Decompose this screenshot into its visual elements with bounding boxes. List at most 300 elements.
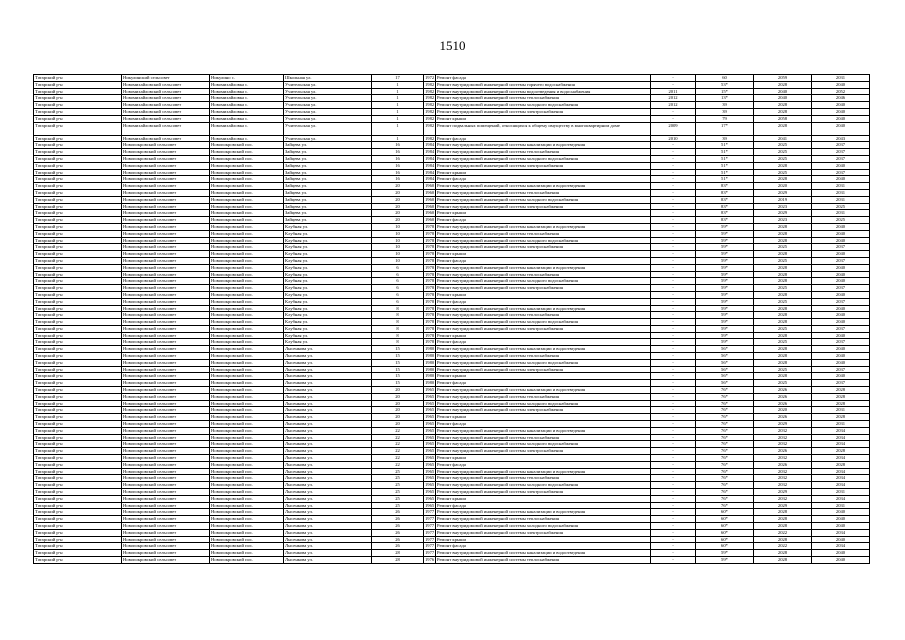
cell-last-repair-year: - bbox=[651, 325, 696, 332]
cell-district: Татарский р-н bbox=[34, 339, 122, 346]
cell-year-built: 1982 bbox=[425, 95, 435, 101]
cell-year-built: 1978 bbox=[425, 305, 435, 311]
cell-house-number: 6 bbox=[372, 271, 424, 278]
cell-last-repair-year: 2012 bbox=[651, 102, 696, 109]
cell-wear-percent: 59* bbox=[696, 285, 754, 292]
cell-settlement: Новопокровский сельсовет bbox=[122, 543, 210, 550]
cell-wear-percent: 59* bbox=[696, 223, 754, 230]
cell-district: Татарский р-н bbox=[34, 298, 122, 305]
table-row bbox=[34, 176, 870, 183]
cell-work-type: Ремонт крыши bbox=[436, 414, 651, 421]
cell-locality: Новопокровский пос. bbox=[210, 332, 284, 339]
cell-settlement: Новопокровский сельсовет bbox=[122, 448, 210, 455]
cell-year-built: 1982 bbox=[425, 135, 435, 141]
cell-settlement: Новомихайловский сельсовет bbox=[122, 135, 210, 142]
cell-house-number: 15 bbox=[372, 359, 424, 366]
cell-locality: Новомихайловка с. bbox=[210, 135, 284, 142]
cell-work-type: Ремонт подвальных помещений, относящихся к общему имуществу в многоквартирном доме bbox=[436, 122, 651, 135]
cell-last-repair-year: - bbox=[651, 285, 696, 292]
cell-year-built: 1978 bbox=[425, 244, 435, 250]
cell-plan-end: 2037 bbox=[812, 244, 870, 251]
cell-plan-end: 2037 bbox=[812, 285, 870, 292]
cell-work-type: Ремонт внутридомовой инженерной системы электроснабжения bbox=[436, 529, 651, 536]
cell-district: Татарский р-н bbox=[34, 264, 122, 271]
cell-plan-end: 2040 bbox=[812, 264, 870, 271]
cell-year-built: 1978 bbox=[425, 264, 435, 270]
table-row bbox=[34, 393, 870, 400]
cell-settlement: Новопокровский сельсовет bbox=[122, 468, 210, 475]
cell-plan-end: 2040 bbox=[812, 278, 870, 285]
cell-house-number: 20 bbox=[372, 203, 424, 210]
cell-locality: Новопокровский пос. bbox=[210, 257, 284, 264]
table-row bbox=[34, 509, 870, 516]
cell-year-built: 1978 bbox=[425, 332, 435, 338]
cell-last-repair-year: - bbox=[651, 176, 696, 183]
cell-wear-percent: 39 bbox=[696, 108, 754, 115]
cell-settlement: Новопокровский сельсовет bbox=[122, 475, 210, 482]
cell-district: Татарский р-н bbox=[34, 387, 122, 394]
cell-locality: Новопокровский пос. bbox=[210, 489, 284, 496]
cell-wear-percent: 76* bbox=[696, 414, 754, 421]
cell-work-type: Ремонт внутридомовой инженерной системы канализации и водоотведения bbox=[436, 305, 651, 312]
cell-district: Татарский р-н bbox=[34, 189, 122, 196]
cell-work-type: Ремонт фасада bbox=[436, 298, 651, 305]
cell-street: Лысенкова ул. bbox=[284, 516, 372, 523]
table-row bbox=[34, 339, 870, 346]
cell-district: Татарский р-н bbox=[34, 237, 122, 244]
cell-last-repair-year: - bbox=[651, 550, 696, 557]
cell-street: Зайцева ул. bbox=[284, 183, 372, 190]
cell-last-repair-year: - bbox=[651, 169, 696, 176]
cell-work-type: Ремонт внутридомовой инженерной системы теплоснабжения bbox=[436, 189, 651, 196]
cell-plan-start: 2028 bbox=[754, 536, 812, 543]
cell-wear-percent: 51* bbox=[696, 169, 754, 176]
table-row bbox=[34, 502, 870, 509]
cell-work-type: Ремонт крыши bbox=[436, 169, 651, 176]
cell-work-type: Ремонт внутридомовой инженерной системы холодного водоснабжения bbox=[436, 523, 651, 530]
cell-work-type: Ремонт внутридомовой инженерной системы теплоснабжения bbox=[436, 271, 651, 278]
cell-plan-start: 2028 bbox=[754, 319, 812, 326]
cell-wear-percent: 59* bbox=[696, 305, 754, 312]
table-row bbox=[34, 523, 870, 530]
cell-house-number: 16 bbox=[372, 149, 424, 156]
cell-house-number: 1 bbox=[372, 95, 424, 102]
cell-street: Лысенкова ул. bbox=[284, 393, 372, 400]
cell-house-number: 1 bbox=[372, 115, 424, 122]
cell-plan-end: 2040 bbox=[812, 291, 870, 298]
cell-district: Татарский р-н bbox=[34, 278, 122, 285]
cell-plan-end: 2040 bbox=[812, 305, 870, 312]
cell-house-number: 22 bbox=[372, 427, 424, 434]
table-row bbox=[34, 102, 870, 109]
cell-last-repair-year: - bbox=[651, 543, 696, 550]
cell-plan-start: 2026 bbox=[754, 461, 812, 468]
cell-district: Татарский р-н bbox=[34, 196, 122, 203]
cell-last-repair-year: - bbox=[651, 155, 696, 162]
cell-settlement: Новопокровский сельсовет bbox=[122, 217, 210, 224]
cell-settlement: Новопокровский сельсовет bbox=[122, 482, 210, 489]
table-row bbox=[34, 115, 870, 122]
cell-house-number: 16 bbox=[372, 169, 424, 176]
cell-street: Клубная ул. bbox=[284, 319, 372, 326]
cell-plan-start: 2028 bbox=[754, 122, 812, 135]
cell-street: Лысенкова ул. bbox=[284, 475, 372, 482]
cell-wear-percent: 51* bbox=[696, 176, 754, 183]
cell-plan-start: 2032 bbox=[754, 434, 812, 441]
cell-plan-end: 2040 bbox=[812, 122, 870, 135]
cell-year-built: 1960 bbox=[425, 210, 435, 216]
cell-work-type: Ремонт внутридомовой инженерной системы теплоснабжения bbox=[436, 230, 651, 237]
cell-plan-end: 2040 bbox=[812, 353, 870, 360]
cell-plan-start: 2040 bbox=[754, 95, 812, 102]
cell-wear-percent: 60* bbox=[696, 529, 754, 536]
cell-street: Зайцева ул. bbox=[284, 142, 372, 149]
cell-wear-percent: 76* bbox=[696, 489, 754, 496]
cell-locality: Новопокровский пос. bbox=[210, 373, 284, 380]
table-row bbox=[34, 468, 870, 475]
cell-plan-end: 2043 bbox=[812, 135, 870, 142]
cell-district: Татарский р-н bbox=[34, 482, 122, 489]
cell-plan-start: 2032 bbox=[754, 455, 812, 462]
cell-locality: Новопокровский пос. bbox=[210, 495, 284, 502]
cell-plan-end: 2031 bbox=[812, 196, 870, 203]
cell-wear-percent: 59* bbox=[696, 550, 754, 557]
cell-settlement: Новомихайловский сельсовет bbox=[122, 88, 210, 95]
cell-house-number: 15 bbox=[372, 380, 424, 387]
cell-district: Татарский р-н bbox=[34, 162, 122, 169]
cell-district: Татарский р-н bbox=[34, 291, 122, 298]
table-row bbox=[34, 529, 870, 536]
cell-district: Татарский р-н bbox=[34, 366, 122, 373]
cell-work-type: Ремонт фасада bbox=[436, 461, 651, 468]
cell-street: Лысенкова ул. bbox=[284, 366, 372, 373]
cell-district: Татарский р-н bbox=[34, 122, 122, 135]
cell-locality: Новопокровский пос. bbox=[210, 400, 284, 407]
cell-plan-end: 2040 bbox=[812, 176, 870, 183]
cell-wear-percent: 59* bbox=[696, 319, 754, 326]
table-row bbox=[34, 162, 870, 169]
cell-wear-percent: 59* bbox=[696, 291, 754, 298]
cell-district: Татарский р-н bbox=[34, 489, 122, 496]
cell-plan-start: 2029 bbox=[754, 421, 812, 428]
cell-plan-start: 2023 bbox=[754, 217, 812, 224]
table-row bbox=[34, 495, 870, 502]
cell-plan-end: 2031 bbox=[812, 189, 870, 196]
cell-plan-end: 2034 bbox=[812, 543, 870, 550]
cell-district: Татарский р-н bbox=[34, 244, 122, 251]
table-row bbox=[34, 278, 870, 285]
cell-street: Зайцева ул. bbox=[284, 149, 372, 156]
cell-year-built: 1978 bbox=[425, 251, 435, 257]
cell-year-built: 1977 bbox=[425, 543, 435, 549]
cell-locality: Новопокровский пос. bbox=[210, 142, 284, 149]
cell-locality: Новопокровский пос. bbox=[210, 529, 284, 536]
table-row bbox=[34, 88, 870, 95]
cell-house-number: 20 bbox=[372, 189, 424, 196]
cell-plan-end: 2034 bbox=[812, 441, 870, 448]
cell-year-built: 1965 bbox=[425, 407, 435, 413]
cell-last-repair-year: - bbox=[651, 407, 696, 414]
cell-district: Татарский р-н bbox=[34, 155, 122, 162]
cell-work-type: Ремонт внутридомовой инженерной системы электроснабжения bbox=[436, 325, 651, 332]
cell-district: Татарский р-н bbox=[34, 556, 122, 563]
cell-house-number: 25 bbox=[372, 482, 424, 489]
cell-settlement: Новопокровский сельсовет bbox=[122, 149, 210, 156]
cell-plan-start: 2025 bbox=[754, 257, 812, 264]
cell-house-number: 22 bbox=[372, 448, 424, 455]
cell-house-number: 8 bbox=[372, 305, 424, 312]
cell-house-number: 20 bbox=[372, 414, 424, 421]
table-row bbox=[34, 414, 870, 421]
table-row bbox=[34, 271, 870, 278]
cell-year-built: 1965 bbox=[425, 434, 435, 440]
cell-last-repair-year: - bbox=[651, 516, 696, 523]
cell-locality: Новопокровский пос. bbox=[210, 461, 284, 468]
cell-street: Лысенкова ул. bbox=[284, 461, 372, 468]
cell-house-number: 25 bbox=[372, 468, 424, 475]
cell-work-type: Ремонт внутридомовой инженерной системы горячего водоснабжения bbox=[436, 81, 651, 88]
cell-year-built: 1982 bbox=[424, 122, 436, 135]
table-row bbox=[34, 448, 870, 455]
cell-street: Клубная ул. bbox=[284, 325, 372, 332]
cell-house-number: 22 bbox=[372, 434, 424, 441]
cell-last-repair-year: 2009 bbox=[651, 122, 696, 135]
table-row bbox=[34, 461, 870, 468]
cell-plan-start: 2028 bbox=[754, 223, 812, 230]
cell-plan-start: 2029 bbox=[754, 502, 812, 509]
cell-work-type: Ремонт внутридомовой инженерной системы электроснабжения bbox=[436, 407, 651, 414]
table-row bbox=[34, 319, 870, 326]
table-row bbox=[34, 183, 870, 190]
cell-locality: Новопокровский пос. bbox=[210, 441, 284, 448]
cell-district: Татарский р-н bbox=[34, 380, 122, 387]
cell-street: Клубная ул. bbox=[284, 339, 372, 346]
cell-last-repair-year: - bbox=[651, 529, 696, 536]
cell-year-built: 1960 bbox=[425, 189, 435, 195]
table-row bbox=[34, 75, 870, 82]
cell-plan-end: 2034 bbox=[812, 434, 870, 441]
cell-last-repair-year: 2010 bbox=[651, 135, 696, 142]
cell-street: Лысенкова ул. bbox=[284, 373, 372, 380]
cell-settlement: Новопокровский сельсовет bbox=[122, 346, 210, 353]
cell-house-number: 16 bbox=[372, 176, 424, 183]
cell-plan-start: 2058 bbox=[754, 115, 812, 122]
cell-house-number: 10 bbox=[372, 251, 424, 258]
cell-last-repair-year: - bbox=[651, 332, 696, 339]
table-row bbox=[34, 400, 870, 407]
cell-work-type: Ремонт внутридомовой инженерной системы электроснабжения bbox=[436, 489, 651, 496]
cell-district: Татарский р-н bbox=[34, 475, 122, 482]
cell-work-type: Ремонт внутридомовой инженерной системы холодного водоснабжения bbox=[436, 319, 651, 326]
cell-last-repair-year: - bbox=[651, 461, 696, 468]
cell-plan-start: 2028 bbox=[754, 291, 812, 298]
cell-last-repair-year: - bbox=[651, 489, 696, 496]
table-row bbox=[34, 332, 870, 339]
cell-wear-percent: 76* bbox=[696, 475, 754, 482]
cell-plan-end: 2037 bbox=[812, 142, 870, 149]
cell-district: Татарский р-н bbox=[34, 509, 122, 516]
cell-street: Зайцева ул. bbox=[284, 176, 372, 183]
cell-plan-start: 2028 bbox=[754, 230, 812, 237]
cell-wear-percent: 59* bbox=[696, 244, 754, 251]
cell-last-repair-year: - bbox=[651, 359, 696, 366]
cell-district: Татарский р-н bbox=[34, 251, 122, 258]
cell-wear-percent: 59* bbox=[696, 271, 754, 278]
cell-plan-start: 2028 bbox=[754, 353, 812, 360]
cell-locality: Новопокровский пос. bbox=[210, 550, 284, 557]
cell-district: Татарский р-н bbox=[34, 169, 122, 176]
table-row bbox=[34, 237, 870, 244]
cell-wear-percent: 83* bbox=[696, 183, 754, 190]
cell-year-built: 1965 bbox=[425, 427, 435, 433]
cell-last-repair-year: - bbox=[651, 387, 696, 394]
cell-street: Лысенкова ул. bbox=[284, 468, 372, 475]
cell-wear-percent: 76* bbox=[696, 455, 754, 462]
table-row bbox=[34, 346, 870, 353]
cell-locality: Новопокровский пос. bbox=[210, 291, 284, 298]
cell-street: Зайцева ул. bbox=[284, 189, 372, 196]
cell-wear-percent: 60* bbox=[696, 523, 754, 530]
cell-plan-start: 2025 bbox=[754, 155, 812, 162]
cell-locality: Новопокровский пос. bbox=[210, 556, 284, 563]
cell-locality: Новопокровский пос. bbox=[210, 285, 284, 292]
cell-wear-percent: 83* bbox=[696, 196, 754, 203]
cell-locality: Новопокровский пос. bbox=[210, 312, 284, 319]
cell-last-repair-year: - bbox=[651, 251, 696, 258]
cell-district: Татарский р-н bbox=[34, 203, 122, 210]
cell-house-number: 16 bbox=[372, 162, 424, 169]
cell-work-type: Ремонт фасада bbox=[436, 543, 651, 550]
cell-plan-end: 2040 bbox=[812, 373, 870, 380]
cell-settlement: Новопокровский сельсовет bbox=[122, 162, 210, 169]
cell-street: Лысенкова ул. bbox=[284, 346, 372, 353]
cell-wear-percent: 59* bbox=[696, 230, 754, 237]
cell-last-repair-year: - bbox=[651, 400, 696, 407]
cell-plan-start: 2028 bbox=[754, 264, 812, 271]
cell-settlement: Новопокровский сельсовет bbox=[122, 169, 210, 176]
cell-locality: Новопокровский пос. bbox=[210, 353, 284, 360]
cell-last-repair-year: - bbox=[651, 441, 696, 448]
cell-wear-percent: 59* bbox=[696, 312, 754, 319]
cell-year-built: 1978 bbox=[425, 257, 435, 263]
cell-last-repair-year: - bbox=[651, 162, 696, 169]
cell-plan-start: 2028 bbox=[754, 108, 812, 115]
cell-last-repair-year: - bbox=[651, 448, 696, 455]
cell-plan-start: 2020 bbox=[754, 407, 812, 414]
cell-work-type: Ремонт внутридомовой инженерной системы электроснабжения bbox=[436, 203, 651, 210]
cell-locality: Новопокровский пос. bbox=[210, 244, 284, 251]
cell-plan-end: 2037 bbox=[812, 298, 870, 305]
cell-work-type: Ремонт внутридомовой инженерной системы холодного водоснабжения bbox=[436, 102, 651, 109]
cell-street: Зайцева ул. bbox=[284, 155, 372, 162]
table-row bbox=[34, 155, 870, 162]
cell-settlement: Новопокровский сельсовет bbox=[122, 516, 210, 523]
cell-plan-start: 2025 bbox=[754, 339, 812, 346]
cell-house-number: 8 bbox=[372, 319, 424, 326]
cell-street: Клубная ул. bbox=[284, 271, 372, 278]
cell-plan-end: 2025 bbox=[812, 203, 870, 210]
cell-street: Клубная ул. bbox=[284, 257, 372, 264]
cell-settlement: Новопокровский сельсовет bbox=[122, 291, 210, 298]
cell-district: Татарский р-н bbox=[34, 393, 122, 400]
table-row bbox=[34, 223, 870, 230]
cell-house-number: 25 bbox=[372, 495, 424, 502]
cell-street: Лысенкова ул. bbox=[284, 387, 372, 394]
cell-wear-percent: 51* bbox=[696, 142, 754, 149]
cell-wear-percent: 56* bbox=[696, 373, 754, 380]
cell-district: Татарский р-н bbox=[34, 346, 122, 353]
cell-street: Клубная ул. bbox=[284, 285, 372, 292]
cell-locality: Новопокровский пос. bbox=[210, 421, 284, 428]
cell-work-type: Ремонт фасада bbox=[436, 257, 651, 264]
cell-street: Клубная ул. bbox=[284, 237, 372, 244]
cell-locality: Новомихайловка с. bbox=[210, 81, 284, 88]
cell-plan-start: 2023 bbox=[754, 203, 812, 210]
cell-wear-percent: 59* bbox=[696, 298, 754, 305]
table-row bbox=[34, 366, 870, 373]
cell-house-number: 17 bbox=[372, 75, 424, 82]
cell-year-built: 1965 bbox=[425, 461, 435, 467]
cell-wear-percent: 60* bbox=[696, 516, 754, 523]
cell-plan-end: 2034 bbox=[812, 495, 870, 502]
cell-settlement: Новопокровский сельсовет bbox=[122, 400, 210, 407]
cell-plan-end: 2037 bbox=[812, 257, 870, 264]
cell-work-type: Ремонт фасада bbox=[436, 217, 651, 224]
cell-house-number: 10 bbox=[372, 257, 424, 264]
cell-year-built: 1965 bbox=[425, 387, 435, 393]
cell-locality: Новомихайловка с. bbox=[210, 88, 284, 95]
cell-wear-percent: 59* bbox=[696, 339, 754, 346]
cell-wear-percent: 59* bbox=[696, 251, 754, 258]
cell-wear-percent: 59* bbox=[696, 237, 754, 244]
cell-plan-start: 2025 bbox=[754, 325, 812, 332]
cell-locality: Новопокровский пос. bbox=[210, 366, 284, 373]
cell-wear-percent: 56* bbox=[696, 366, 754, 373]
cell-street: Клубная ул. bbox=[284, 312, 372, 319]
cell-year-built: 1984 bbox=[425, 162, 435, 168]
cell-house-number: 16 bbox=[372, 142, 424, 149]
cell-locality: Новопокровский пос. bbox=[210, 271, 284, 278]
cell-district: Татарский р-н bbox=[34, 421, 122, 428]
cell-year-built: 1965 bbox=[425, 455, 435, 461]
cell-settlement: Новомихайловский сельсовет bbox=[122, 115, 210, 122]
cell-house-number: 22 bbox=[372, 461, 424, 468]
cell-locality: Новопокровский пос. bbox=[210, 468, 284, 475]
table-row bbox=[34, 359, 870, 366]
cell-settlement: Новопокровский сельсовет bbox=[122, 489, 210, 496]
cell-wear-percent: 76* bbox=[696, 495, 754, 502]
cell-plan-end: 2052 bbox=[812, 88, 870, 95]
cell-street: Лысенкова ул. bbox=[284, 455, 372, 462]
cell-street: Зайцева ул. bbox=[284, 196, 372, 203]
cell-last-repair-year: - bbox=[651, 319, 696, 326]
cell-house-number: 6 bbox=[372, 278, 424, 285]
cell-street: Лысенкова ул. bbox=[284, 414, 372, 421]
cell-locality: Новопокровский пос. bbox=[210, 278, 284, 285]
cell-locality: Новопокровский пос. bbox=[210, 380, 284, 387]
cell-work-type: Ремонт крыши bbox=[436, 332, 651, 339]
table-row bbox=[34, 475, 870, 482]
cell-street: Клубная ул. bbox=[284, 264, 372, 271]
cell-plan-start: 2028 bbox=[754, 346, 812, 353]
cell-locality: Новопокровский пос. bbox=[210, 346, 284, 353]
cell-last-repair-year: - bbox=[651, 210, 696, 217]
cell-plan-start: 2028 bbox=[754, 251, 812, 258]
cell-settlement: Новомихайловский сельсовет bbox=[122, 95, 210, 102]
cell-year-built: 1965 bbox=[425, 393, 435, 399]
cell-settlement: Новомихайловский сельсовет bbox=[122, 81, 210, 88]
cell-settlement: Новопокровский сельсовет bbox=[122, 285, 210, 292]
